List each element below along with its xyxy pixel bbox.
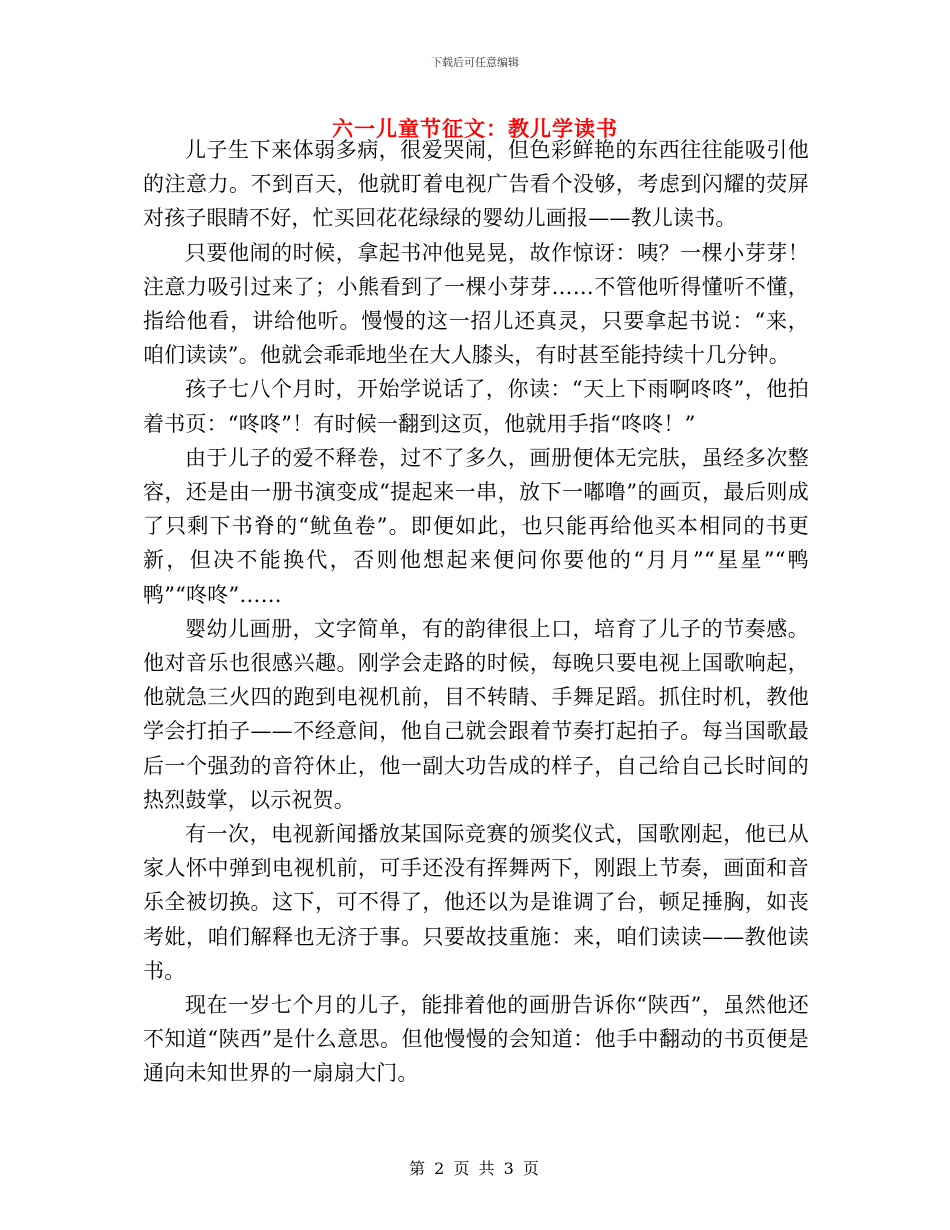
- paragraph-3: 孩子七八个月时，开始学说话了，你读：“天上下雨啊咚咚”，他拍着书页：“咚咚”！有时候一翻到这页，他就用手指“咚咚！”: [143, 377, 809, 436]
- paragraph-2: 只要他闹的时候，拿起书冲他晃晃，故作惊讶：咦？一棵小芽芽！注意力吸引过来了；小熊看到了一棵小芽芽……不管他听得懂听不懂，指给他看，讲给他听。慢慢的这一招儿还真灵，只要拿起书说：“来，咱们读读”。他就会乖乖地坐在大人膝头，有时甚至能持续十几分钟。: [143, 240, 809, 368]
- page-number-footer: 第 2 页 共 3 页: [409, 1159, 541, 1178]
- document-body: [143, 133, 809, 1091]
- paragraph-5: 婴幼儿画册，文字简单，有的韵律很上口，培育了儿子的节奏感。他对音乐也很感兴趣。刚学会走路的时候，每晚只要电视上国歌响起，他就急三火四的跑到电视机前，目不转睛、手舞足蹈。抓住时机，教他学会打拍子——不经意间，他自己就会跟着节奏打起拍子。每当国歌最后一个强劲的音符休止，他一副大功告成的样子，自己给自己长时间的热烈鼓掌，以示祝贺。: [143, 616, 809, 812]
- paragraph-1: 儿子生下来体弱多病，很爱哭闹，但色彩鲜艳的东西往往能吸引他的注意力。不到百天，他就盯着电视广告看个没够，考虑到闪耀的荧屏对孩子眼睛不好，忙买回花花绿绿的婴幼儿画报——教儿读书。: [143, 138, 809, 231]
- paragraph-7: 现在一岁七个月的儿子，能排着他的画册告诉你“陕西”，虽然他还不知道“陕西”是什么意思。但他慢慢的会知道：他手中翻动的书页便是通向未知世界的一扇扇大门。: [143, 993, 809, 1086]
- paragraph-4: 由于儿子的爱不释卷，过不了多久，画册便体无完肤，虽经多次整容，还是由一册书演变成“提起来一串，放下一嘟噜”的画页，最后则成了只剩下书脊的“鱿鱼卷”。即便如此，也只能再给他买本相同的书更新，但决不能换代，否则他想起来便问你要他的“月月”“星星”“鸭鸭”“咚咚”……: [143, 445, 809, 607]
- document-title: 六一儿童节征文：教儿学读书: [332, 117, 618, 141]
- header-note: 下载后可任意编辑: [431, 56, 519, 69]
- paragraph-6: 有一次，电视新闻播放某国际竞赛的颁奖仪式，国歌刚起，他已从家人怀中弹到电视机前，可手还没有挥舞两下，刚跟上节奏，画面和音乐全被切换。这下，可不得了，他还以为是谁调了台，顿足捶胸，如丧考妣，咱们解释也无济于事。只要故技重施：来，咱们读读——教他读书。: [143, 822, 809, 983]
